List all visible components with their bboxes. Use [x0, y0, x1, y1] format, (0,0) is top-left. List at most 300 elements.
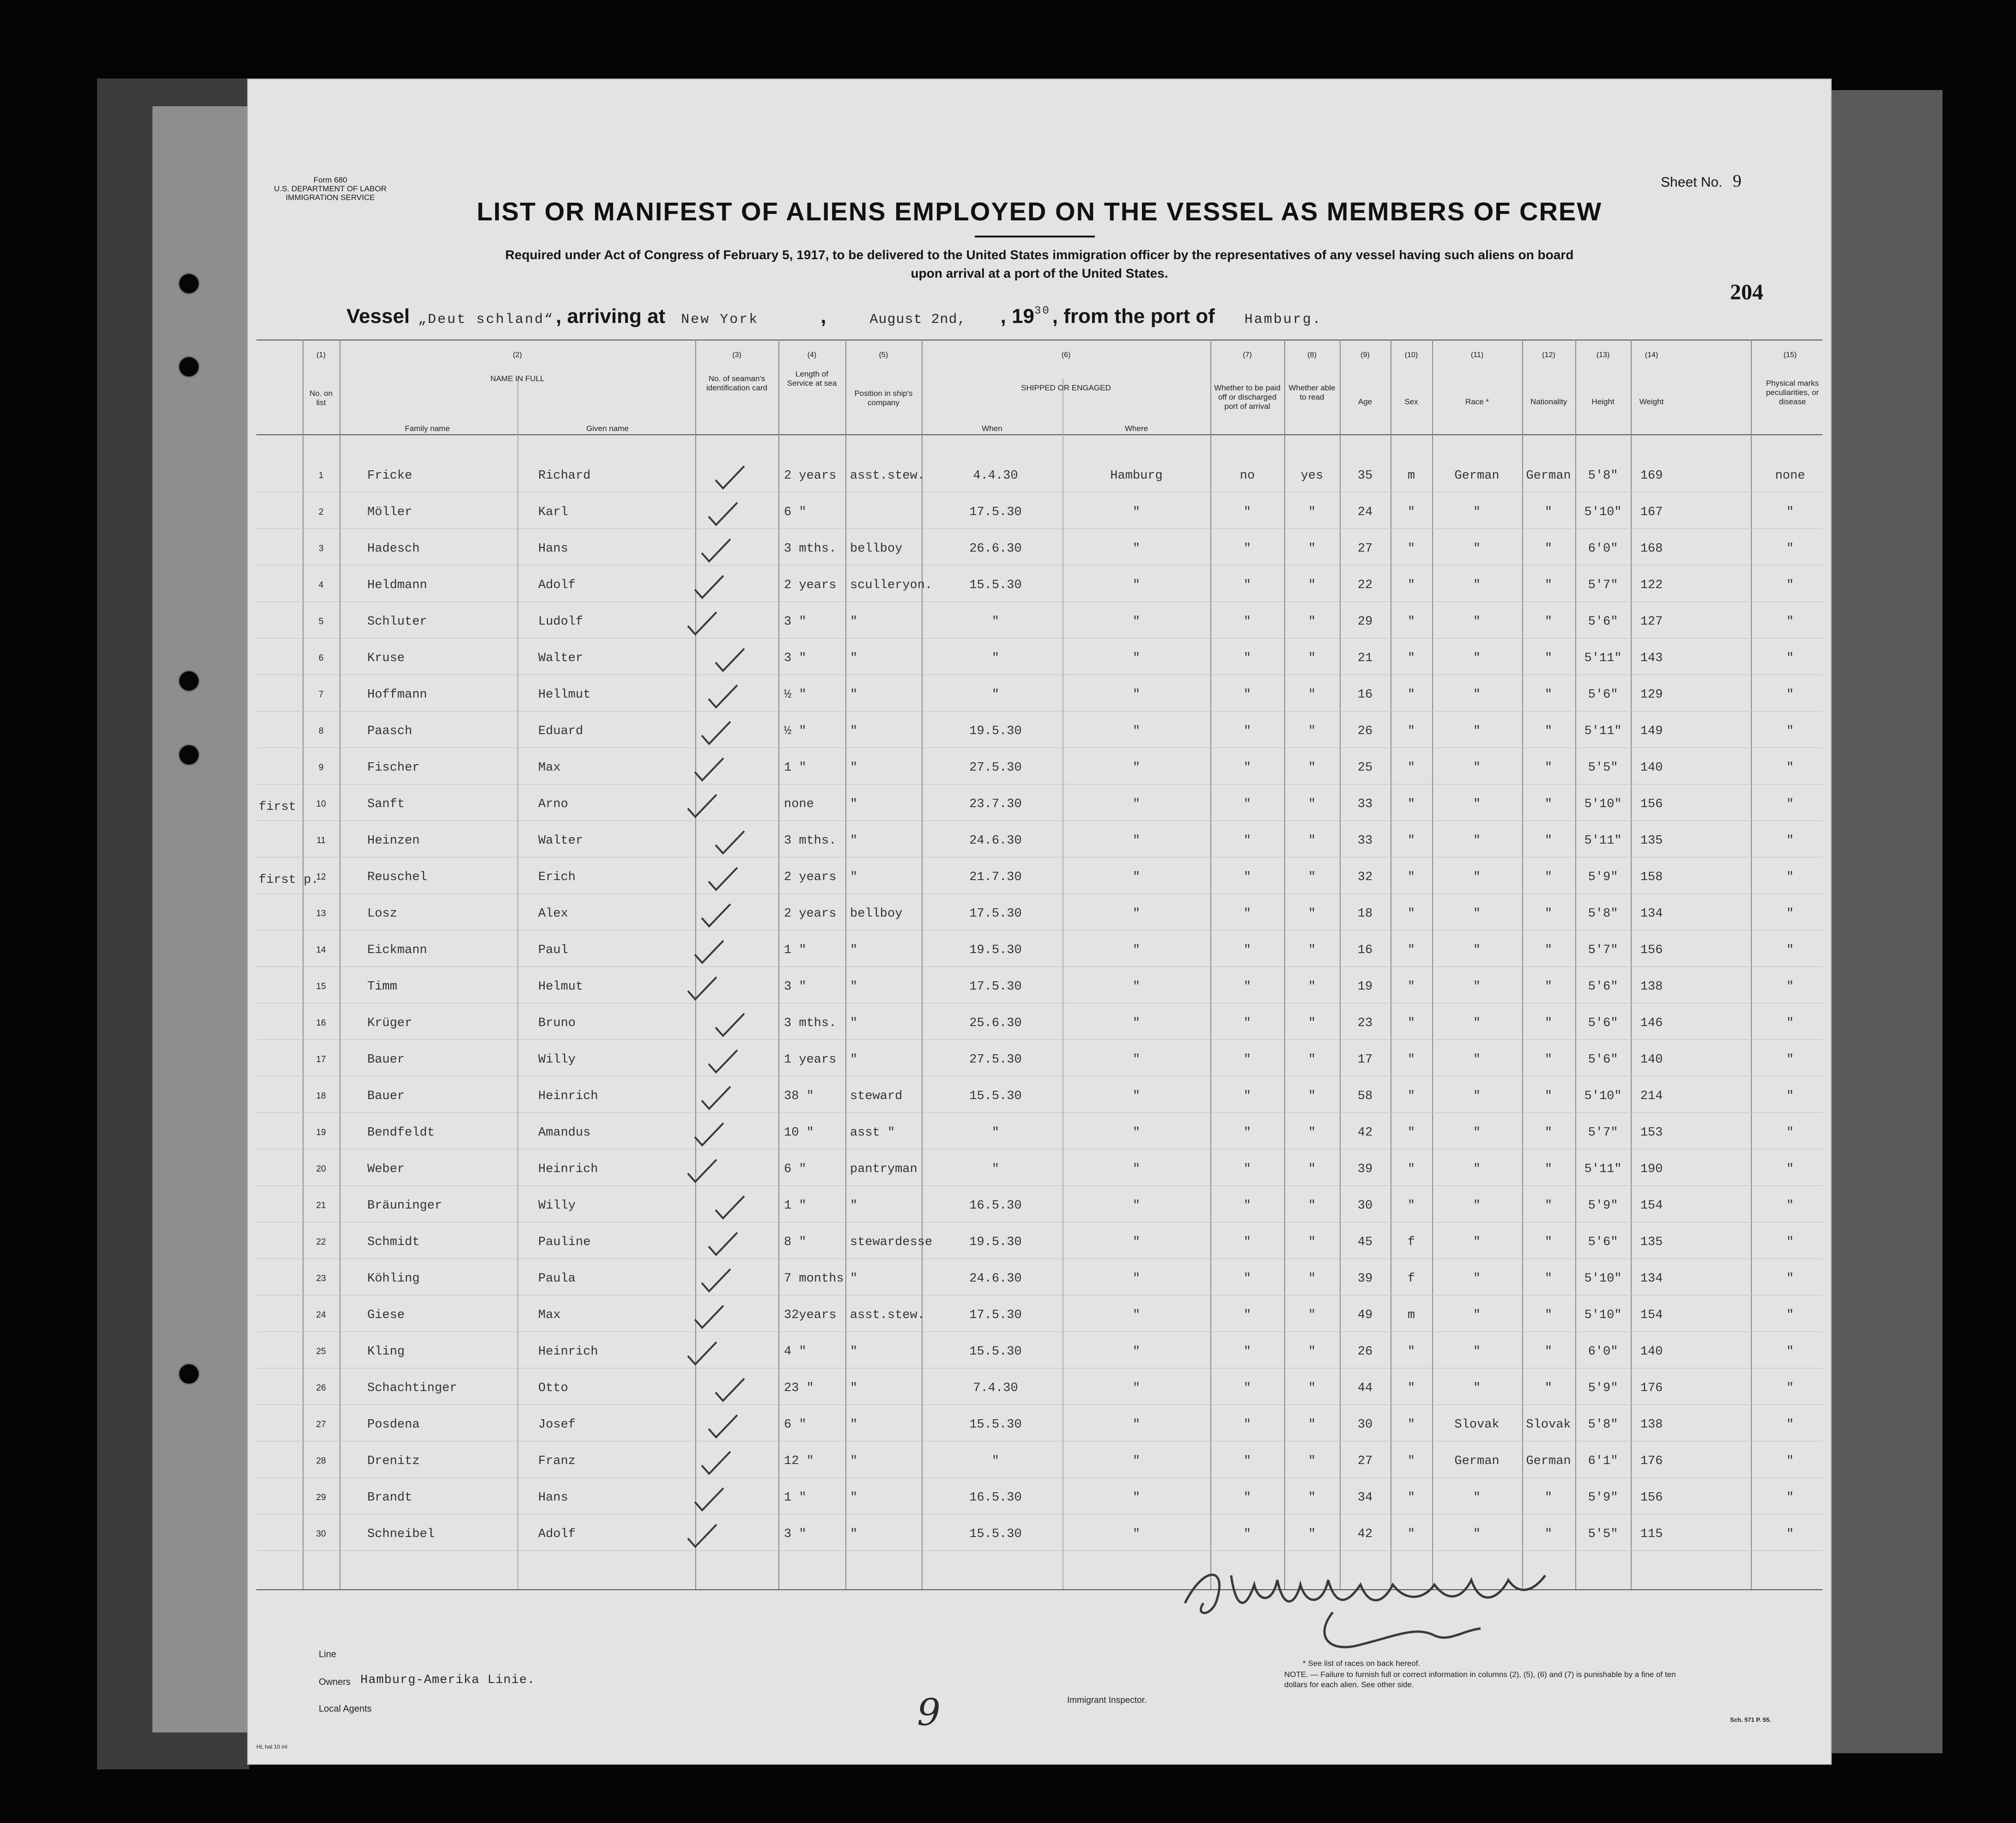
- cell-marks: ": [1786, 980, 1794, 994]
- cell-weight: 176: [1640, 1381, 1663, 1395]
- cell-height: 5'8": [1588, 469, 1618, 483]
- column-header: SHIPPED OR ENGAGED: [1021, 383, 1111, 392]
- check-mark-icon: [714, 829, 746, 857]
- row-rule: [256, 1477, 1822, 1478]
- cell-race: ": [1473, 1308, 1481, 1322]
- cell-where: ": [1132, 651, 1141, 665]
- cell-where: ": [1132, 1345, 1141, 1359]
- cell-when: 23.7.30: [969, 797, 1022, 811]
- owners-value: Hamburg-Amerika Linie.: [360, 1673, 535, 1687]
- column-number: (6): [1061, 351, 1071, 359]
- cell-given: Karl: [538, 505, 568, 519]
- cell-position: ": [850, 1272, 858, 1286]
- column-header: Whether to be paid off or discharged port of arrival: [1214, 383, 1281, 411]
- cell-when: 15.5.30: [969, 578, 1022, 592]
- cell-weight: 140: [1640, 1345, 1663, 1359]
- cell-weight: 154: [1640, 1308, 1663, 1322]
- cell-service: 8 ": [784, 1235, 807, 1249]
- cell-read: ": [1308, 542, 1316, 556]
- cell-given: Amandus: [538, 1126, 591, 1140]
- column-number: (8): [1307, 351, 1317, 359]
- year-prefix: , 19: [1000, 305, 1034, 328]
- cell-paid: ": [1243, 505, 1251, 519]
- cell-age: 39: [1357, 1272, 1373, 1286]
- cell-when: 15.5.30: [969, 1418, 1022, 1432]
- cell-weight: 138: [1640, 980, 1663, 994]
- check-mark-icon: [714, 464, 746, 492]
- subheader-family: Family name: [405, 424, 450, 433]
- cell-where: ": [1132, 578, 1141, 592]
- cell-given: Franz: [538, 1454, 576, 1468]
- cell-when: ": [991, 615, 1000, 629]
- column-header: Length of Service at sea: [787, 370, 837, 388]
- column-header: Position in ship's company: [854, 389, 913, 407]
- cell-where: ": [1132, 1162, 1141, 1176]
- column-header: No. of seaman's identification card: [706, 374, 768, 392]
- column-header: Weight: [1639, 397, 1664, 406]
- cell-given: Bruno: [538, 1016, 576, 1030]
- cell-marks: none: [1775, 469, 1805, 483]
- arriving-label: , arriving at: [556, 305, 666, 328]
- cell-position: ": [850, 651, 858, 665]
- cell-read: ": [1308, 943, 1316, 957]
- cell-read: ": [1308, 761, 1316, 775]
- cell-position: ": [850, 615, 858, 629]
- cell-weight: 156: [1640, 797, 1663, 811]
- cell-family: Fricke: [367, 469, 413, 483]
- cell-age: 33: [1357, 834, 1373, 848]
- cell-height: 5'7": [1588, 943, 1618, 957]
- cell-nat: ": [1544, 1272, 1553, 1286]
- cell-sex: ": [1407, 1089, 1415, 1103]
- cell-given: Otto: [538, 1381, 568, 1395]
- cell-position: ": [850, 870, 858, 884]
- penalty-note: NOTE. — Failure to furnish full or correct information in columns (2), (5), (6) and (7) is punishable by a fine of ten dollars for each alien. See other side.: [1284, 1670, 1676, 1689]
- cell-nat: ": [1544, 1053, 1553, 1067]
- cell-sex: ": [1407, 505, 1415, 519]
- cell-where: ": [1132, 1491, 1141, 1505]
- cell-when: 15.5.30: [969, 1527, 1022, 1541]
- cell-weight: 156: [1640, 1491, 1663, 1505]
- cell-family: Hadesch: [367, 542, 420, 556]
- cell-nat: ": [1544, 688, 1553, 702]
- cell-age: 58: [1357, 1089, 1373, 1103]
- cell-family: Heldmann: [367, 578, 427, 592]
- column-header: Height: [1591, 397, 1615, 406]
- column-number: (4): [807, 351, 817, 359]
- cell-height: 5'8": [1588, 907, 1618, 921]
- cell-sex: ": [1407, 907, 1415, 921]
- cell-race: ": [1473, 1089, 1481, 1103]
- cell-where: ": [1132, 1272, 1141, 1286]
- cell-no: 11: [316, 836, 326, 845]
- cell-given: Josef: [538, 1418, 576, 1432]
- cell-sex: ": [1407, 1345, 1415, 1359]
- cell-where: ": [1132, 1126, 1141, 1140]
- cell-sex: m: [1407, 1308, 1415, 1322]
- cell-read: ": [1308, 1016, 1316, 1030]
- cell-nat: ": [1544, 1199, 1553, 1213]
- cell-sex: ": [1407, 542, 1415, 556]
- cell-age: 45: [1357, 1235, 1373, 1249]
- cell-read: ": [1308, 1199, 1316, 1213]
- cell-position: ": [850, 761, 858, 775]
- check-mark-icon: [714, 1194, 746, 1222]
- column-header: NAME IN FULL: [490, 374, 545, 383]
- cell-race: ": [1473, 1126, 1481, 1140]
- cell-family: Schneibel: [367, 1527, 435, 1541]
- cell-height: 5'5": [1588, 761, 1618, 775]
- races-note: * See list of races on back hereof.: [1303, 1659, 1421, 1668]
- cell-family: Kling: [367, 1345, 405, 1359]
- subheader-where: Where: [1124, 424, 1148, 433]
- margin-note-row10: first: [259, 800, 297, 814]
- cell-when: 24.6.30: [969, 1272, 1022, 1286]
- cell-service: 3 mths.: [784, 542, 837, 556]
- column-number: (14): [1645, 351, 1658, 359]
- cell-weight: 134: [1640, 1272, 1663, 1286]
- cell-nat: Slovak: [1526, 1418, 1571, 1432]
- cell-service: 38 ": [784, 1089, 814, 1103]
- header-bottom-rule: [256, 434, 1822, 435]
- cell-no: 3: [318, 544, 324, 553]
- cell-service: 2 years: [784, 907, 837, 921]
- cell-marks: ": [1786, 724, 1794, 738]
- cell-nat: ": [1544, 1126, 1553, 1140]
- cell-nat: ": [1544, 761, 1553, 775]
- cell-position: asst.stew.: [850, 1308, 925, 1322]
- row-rule: [256, 893, 1822, 894]
- cell-nat: ": [1544, 980, 1553, 994]
- cell-position: ": [850, 1454, 858, 1468]
- cell-position: ": [850, 1345, 858, 1359]
- cell-paid: ": [1243, 1491, 1251, 1505]
- cell-weight: 143: [1640, 651, 1663, 665]
- column-number: (13): [1596, 351, 1610, 359]
- cell-height: 5'10": [1584, 1272, 1622, 1286]
- cell-age: 35: [1357, 469, 1373, 483]
- inspector-label: Immigrant Inspector.: [1067, 1695, 1147, 1705]
- backing-board: [1832, 90, 1943, 1753]
- cell-marks: ": [1786, 1491, 1794, 1505]
- inspector-signature: [1176, 1548, 1573, 1659]
- adjacent-page-edge: [152, 106, 254, 1732]
- cell-given: Max: [538, 761, 561, 775]
- cell-family: Drenitz: [367, 1454, 420, 1468]
- binder-hole: [178, 356, 200, 378]
- cell-where: ": [1132, 1053, 1141, 1067]
- check-mark-icon: [700, 537, 732, 565]
- cell-age: 42: [1357, 1126, 1373, 1140]
- cell-where: ": [1132, 870, 1141, 884]
- cell-marks: ": [1786, 1053, 1794, 1067]
- cell-given: Arno: [538, 797, 568, 811]
- cell-race: ": [1473, 797, 1481, 811]
- cell-age: 27: [1357, 1454, 1373, 1468]
- cell-sex: ": [1407, 1418, 1415, 1432]
- check-mark-icon: [693, 1486, 725, 1514]
- cell-paid: ": [1243, 1454, 1251, 1468]
- cell-sex: ": [1407, 1454, 1415, 1468]
- cell-weight: 115: [1640, 1527, 1663, 1541]
- cell-read: ": [1308, 980, 1316, 994]
- cell-sex: ": [1407, 615, 1415, 629]
- cell-no: 26: [316, 1383, 326, 1393]
- cell-service: 2 years: [784, 578, 837, 592]
- column-header: Physical marks peculiarities, or disease: [1766, 379, 1819, 406]
- cell-marks: ": [1786, 1418, 1794, 1432]
- sheet-number: [1661, 171, 1742, 191]
- check-mark-icon: [686, 1340, 718, 1368]
- vessel-label: Vessel: [346, 305, 410, 328]
- cell-sex: ": [1407, 1199, 1415, 1213]
- cell-given: Hans: [538, 542, 568, 556]
- cell-given: Walter: [538, 834, 583, 848]
- arrival-port: New York: [681, 312, 759, 328]
- cell-when: 21.7.30: [969, 870, 1022, 884]
- line-label: Line: [319, 1649, 336, 1659]
- cell-no: 8: [318, 726, 324, 736]
- cell-age: 17: [1357, 1053, 1373, 1067]
- cell-read: ": [1308, 1454, 1316, 1468]
- column-rule: [1631, 340, 1632, 1589]
- cell-height: 6'0": [1588, 542, 1618, 556]
- cell-age: 25: [1357, 761, 1373, 775]
- column-header: Whether able to read: [1288, 383, 1336, 401]
- arrival-date: August 2nd,: [869, 312, 966, 328]
- check-mark-icon: [693, 574, 725, 602]
- cell-nat: ": [1544, 542, 1553, 556]
- row-rule: [256, 1550, 1822, 1551]
- cell-no: 1: [318, 471, 324, 480]
- cell-given: Willy: [538, 1199, 576, 1213]
- cell-race: ": [1473, 615, 1481, 629]
- cell-height: 5'6": [1588, 980, 1618, 994]
- subtitle-line-2: upon arrival at a port of the United States.: [911, 266, 1168, 280]
- cell-where: ": [1132, 1527, 1141, 1541]
- cell-race: ": [1473, 943, 1481, 957]
- from-port-label: , from the port of: [1052, 305, 1215, 328]
- cell-age: 33: [1357, 797, 1373, 811]
- cell-read: ": [1308, 724, 1316, 738]
- row-rule: [256, 1404, 1822, 1405]
- cell-paid: ": [1243, 1418, 1251, 1432]
- cell-read: ": [1308, 1126, 1316, 1140]
- cell-no: 22: [316, 1237, 326, 1247]
- cell-nat: ": [1544, 870, 1553, 884]
- cell-height: 5'9": [1588, 1199, 1618, 1213]
- cell-read: ": [1308, 1162, 1316, 1176]
- cell-service: 2 years: [784, 870, 837, 884]
- cell-nat: ": [1544, 1491, 1553, 1505]
- vessel-name: „Deut schland“: [418, 312, 554, 328]
- cell-given: Max: [538, 1308, 561, 1322]
- cell-given: Ludolf: [538, 615, 583, 629]
- check-mark-icon: [714, 1012, 746, 1039]
- cell-read: ": [1308, 1272, 1316, 1286]
- cell-read: ": [1308, 870, 1316, 884]
- cell-paid: ": [1243, 1235, 1251, 1249]
- cell-weight: 154: [1640, 1199, 1663, 1213]
- cell-sex: ": [1407, 1527, 1415, 1541]
- cell-paid: ": [1243, 615, 1251, 629]
- column-number: (9): [1360, 351, 1370, 359]
- cell-when: 17.5.30: [969, 505, 1022, 519]
- cell-position: ": [850, 834, 858, 848]
- cell-height: 5'9": [1588, 870, 1618, 884]
- cell-paid: ": [1243, 980, 1251, 994]
- cell-race: German: [1454, 469, 1500, 483]
- cell-race: ": [1473, 761, 1481, 775]
- cell-given: Eduard: [538, 724, 583, 738]
- check-mark-icon: [707, 866, 739, 893]
- department: U.S. DEPARTMENT OF LABOR: [274, 184, 387, 193]
- cell-no: 12: [316, 872, 326, 882]
- column-number: (7): [1243, 351, 1252, 359]
- cell-weight: 153: [1640, 1126, 1663, 1140]
- cell-sex: ": [1407, 1162, 1415, 1176]
- cell-service: ½ ": [784, 724, 807, 738]
- cell-where: ": [1132, 1454, 1141, 1468]
- cell-race: ": [1473, 688, 1481, 702]
- cell-where: ": [1132, 1089, 1141, 1103]
- cell-sex: ": [1407, 651, 1415, 665]
- cell-height: 5'6": [1588, 1235, 1618, 1249]
- cell-age: 16: [1357, 943, 1373, 957]
- cell-height: 6'0": [1588, 1345, 1618, 1359]
- cell-sex: ": [1407, 1381, 1415, 1395]
- cell-weight: 176: [1640, 1454, 1663, 1468]
- column-number: (2): [513, 351, 522, 359]
- cell-paid: ": [1243, 1272, 1251, 1286]
- cell-position: ": [850, 980, 858, 994]
- cell-family: Bauer: [367, 1089, 405, 1103]
- signature-image: [1176, 1548, 1573, 1659]
- cell-height: 5'10": [1584, 1308, 1622, 1322]
- cell-when: 4.4.30: [973, 469, 1018, 483]
- cell-read: ": [1308, 1308, 1316, 1322]
- cell-nat: ": [1544, 797, 1553, 811]
- cell-read: ": [1308, 1381, 1316, 1395]
- cell-family: Heinzen: [367, 834, 420, 848]
- cell-no: 16: [316, 1018, 326, 1028]
- cell-where: ": [1132, 688, 1141, 702]
- cell-nat: ": [1544, 1162, 1553, 1176]
- cell-age: 34: [1357, 1491, 1373, 1505]
- cell-age: 24: [1357, 505, 1373, 519]
- cell-paid: ": [1243, 943, 1251, 957]
- cell-no: 25: [316, 1347, 326, 1356]
- cell-position: steward: [850, 1089, 903, 1103]
- cell-marks: ": [1786, 761, 1794, 775]
- cell-marks: ": [1786, 1235, 1794, 1249]
- cell-race: Slovak: [1454, 1418, 1500, 1432]
- cell-where: ": [1132, 1418, 1141, 1432]
- cell-sex: ": [1407, 578, 1415, 592]
- cell-race: ": [1473, 1491, 1481, 1505]
- column-rule: [1575, 340, 1576, 1589]
- cell-position: ": [850, 943, 858, 957]
- cell-marks: ": [1786, 1162, 1794, 1176]
- cell-paid: ": [1243, 542, 1251, 556]
- cell-height: 5'5": [1588, 1527, 1618, 1541]
- cell-where: ": [1132, 834, 1141, 848]
- cell-family: Bauer: [367, 1053, 405, 1067]
- cell-paid: ": [1243, 1016, 1251, 1030]
- column-rule: [517, 379, 518, 1589]
- binder-hole: [178, 670, 200, 692]
- row-rule: [256, 966, 1822, 967]
- cell-when: 24.6.30: [969, 834, 1022, 848]
- cell-nat: ": [1544, 651, 1553, 665]
- cell-nat: ": [1544, 1527, 1553, 1541]
- cell-race: ": [1473, 870, 1481, 884]
- cell-race: ": [1473, 980, 1481, 994]
- cell-paid: ": [1243, 907, 1251, 921]
- page-stamp: 204: [1730, 280, 1763, 304]
- cell-race: ": [1473, 724, 1481, 738]
- cell-paid: ": [1243, 1527, 1251, 1541]
- cell-age: 23: [1357, 1016, 1373, 1030]
- cell-race: ": [1473, 1345, 1481, 1359]
- cell-where: Hamburg: [1110, 469, 1163, 483]
- column-number: (11): [1470, 351, 1484, 359]
- cell-marks: ": [1786, 1089, 1794, 1103]
- cell-when: 19.5.30: [969, 943, 1022, 957]
- schedule-code: Sch. 571 P. 55.: [1730, 1716, 1771, 1723]
- check-mark-icon: [686, 975, 718, 1003]
- cell-service: 1 years: [784, 1053, 837, 1067]
- cell-no: 20: [316, 1164, 326, 1174]
- check-mark-icon: [686, 793, 718, 820]
- cell-sex: ": [1407, 980, 1415, 994]
- cell-height: 5'10": [1584, 505, 1622, 519]
- cell-when: ": [991, 688, 1000, 702]
- cell-read: ": [1308, 1527, 1316, 1541]
- cell-race: ": [1473, 1272, 1481, 1286]
- cell-service: 6 ": [784, 1418, 807, 1432]
- cell-weight: 214: [1640, 1089, 1663, 1103]
- column-number: (1): [316, 351, 326, 359]
- service: IMMIGRATION SERVICE: [285, 193, 375, 202]
- departure-port: Hamburg.: [1244, 312, 1322, 328]
- cell-position: stewardesse: [850, 1235, 933, 1249]
- cell-given: Heinrich: [538, 1345, 598, 1359]
- cell-paid: ": [1243, 1308, 1251, 1322]
- cell-nat: ": [1544, 1345, 1553, 1359]
- cell-nat: ": [1544, 724, 1553, 738]
- cell-height: 5'7": [1588, 1126, 1618, 1140]
- cell-family: Möller: [367, 505, 413, 519]
- cell-age: 22: [1357, 578, 1373, 592]
- sheet-label: Sheet No.: [1661, 175, 1723, 190]
- cell-weight: 168: [1640, 542, 1663, 556]
- check-mark-icon: [700, 902, 732, 930]
- cell-age: 27: [1357, 542, 1373, 556]
- cell-where: ": [1132, 1235, 1141, 1249]
- cell-race: German: [1454, 1454, 1500, 1468]
- row-rule: [256, 747, 1822, 748]
- check-mark-icon: [693, 1121, 725, 1149]
- cell-age: 30: [1357, 1418, 1373, 1432]
- cell-weight: 146: [1640, 1016, 1663, 1030]
- cell-family: Fischer: [367, 761, 420, 775]
- column-rule: [1522, 340, 1523, 1589]
- cell-read: ": [1308, 505, 1316, 519]
- cell-marks: ": [1786, 907, 1794, 921]
- column-rule: [1432, 340, 1433, 1589]
- cell-service: 6 ": [784, 505, 807, 519]
